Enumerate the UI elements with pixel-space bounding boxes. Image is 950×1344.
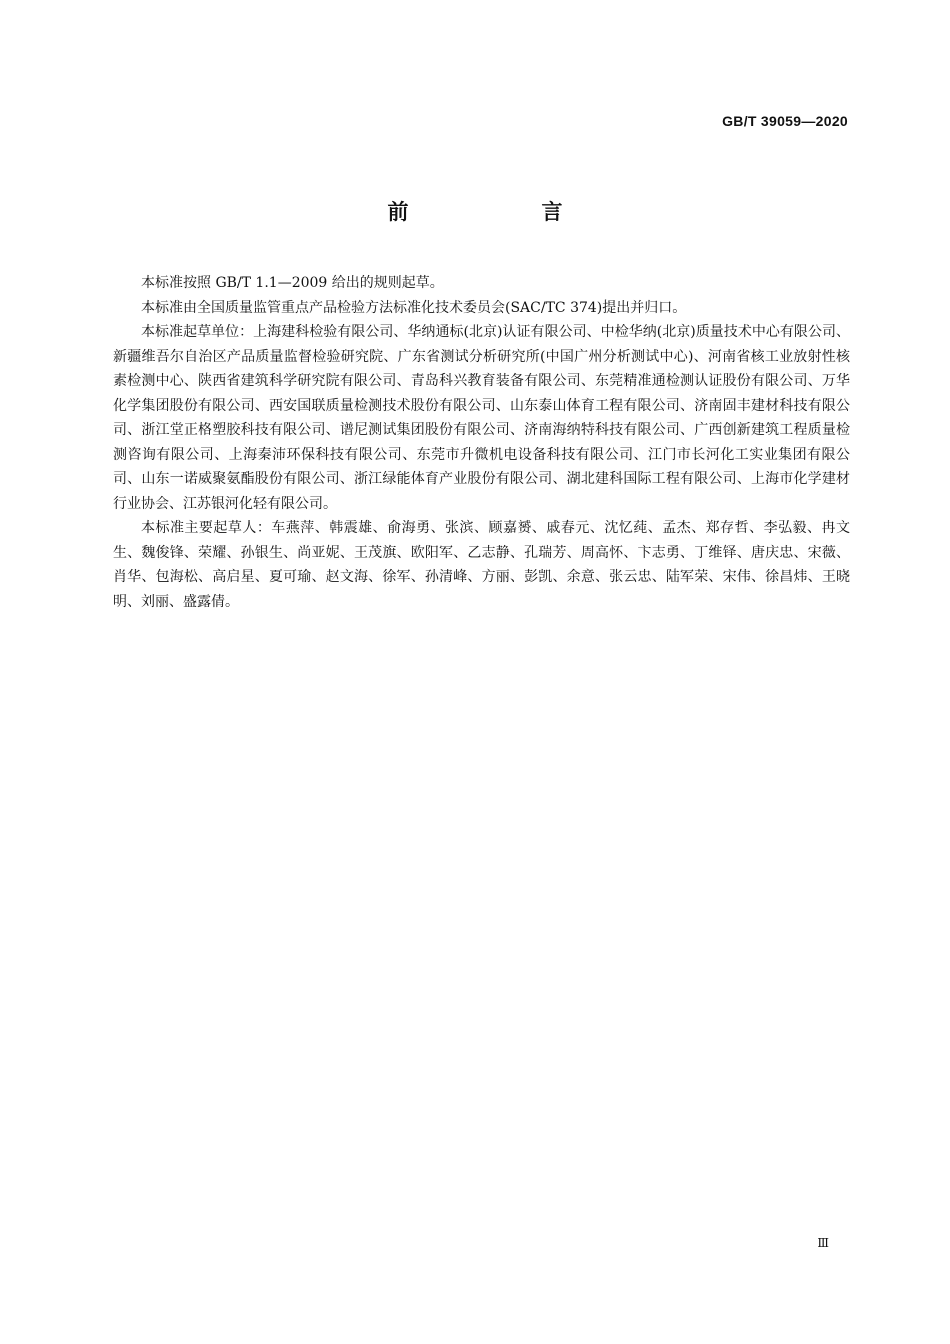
- paragraph-proposer: 本标准由全国质量监管重点产品检验方法标准化技术委员会(SAC/TC 374)提出并归口。: [141, 299, 687, 316]
- paragraph-drafting-units: 本标准起草单位：上海建科检验有限公司、华纳通标(北京)认证有限公司、中检华纳(北京)质量技术中心有限公司、新疆维吾尔自治区产品质量监督检验研究院、广东省测试分析研究所(中国广州分析测试中心)、河南省核工业放射性核素检测中心、陕西省建筑科学研究院有限公司、青岛科兴教育装备有限公司、东莞精准通检测认证股份有限公司、万华化学集团股份有限公司、西安国联质量检测技术股份有限公司、山东泰山体育工程有限公司、济南固丰建材科技有限公司、浙江堂正格塑胶科技有限公司、谱尼测试集团股份有限公司、济南海纳特科技有限公司、广西创新建筑工程质量检测咨询有限公司、上海秦沛环保科技有限公司、东莞市升微机电设备科技有限公司、江门市长河化工实业集团有限公司、山东一诺威聚氨酯股份有限公司、浙江绿能体育产业股份有限公司、湖北建科国际工程有限公司、上海市化学建材行业协会、江苏银河化轻有限公司。: [113, 324, 850, 512]
- foreword-body: [113, 271, 850, 614]
- paragraph-drafting-rules: 本标准按照 GB/T 1.1—2009 给出的规则起草。: [141, 275, 444, 291]
- page-number: Ⅲ: [817, 1236, 829, 1250]
- standard-code: GB/T 39059—2020: [722, 113, 848, 129]
- paragraph-main-drafters: 本标准主要起草人：车燕萍、韩震雄、俞海勇、张滨、顾嘉赟、戚春元、沈忆莼、孟杰、郑存哲、李弘毅、冉文生、魏俊锋、荣耀、孙银生、尚亚妮、王茂旗、欧阳军、乙志静、孔瑞芳、周高怀、卞志勇、丁维铎、唐庆忠、宋薇、肖华、包海松、高启星、夏可瑜、赵文海、徐军、孙清峰、方丽、彭凯、余意、张云忠、陆军荣、宋伟、徐昌炜、王晓明、刘丽、盛露倩。: [113, 520, 850, 610]
- page-title: 前 言: [387, 200, 619, 224]
